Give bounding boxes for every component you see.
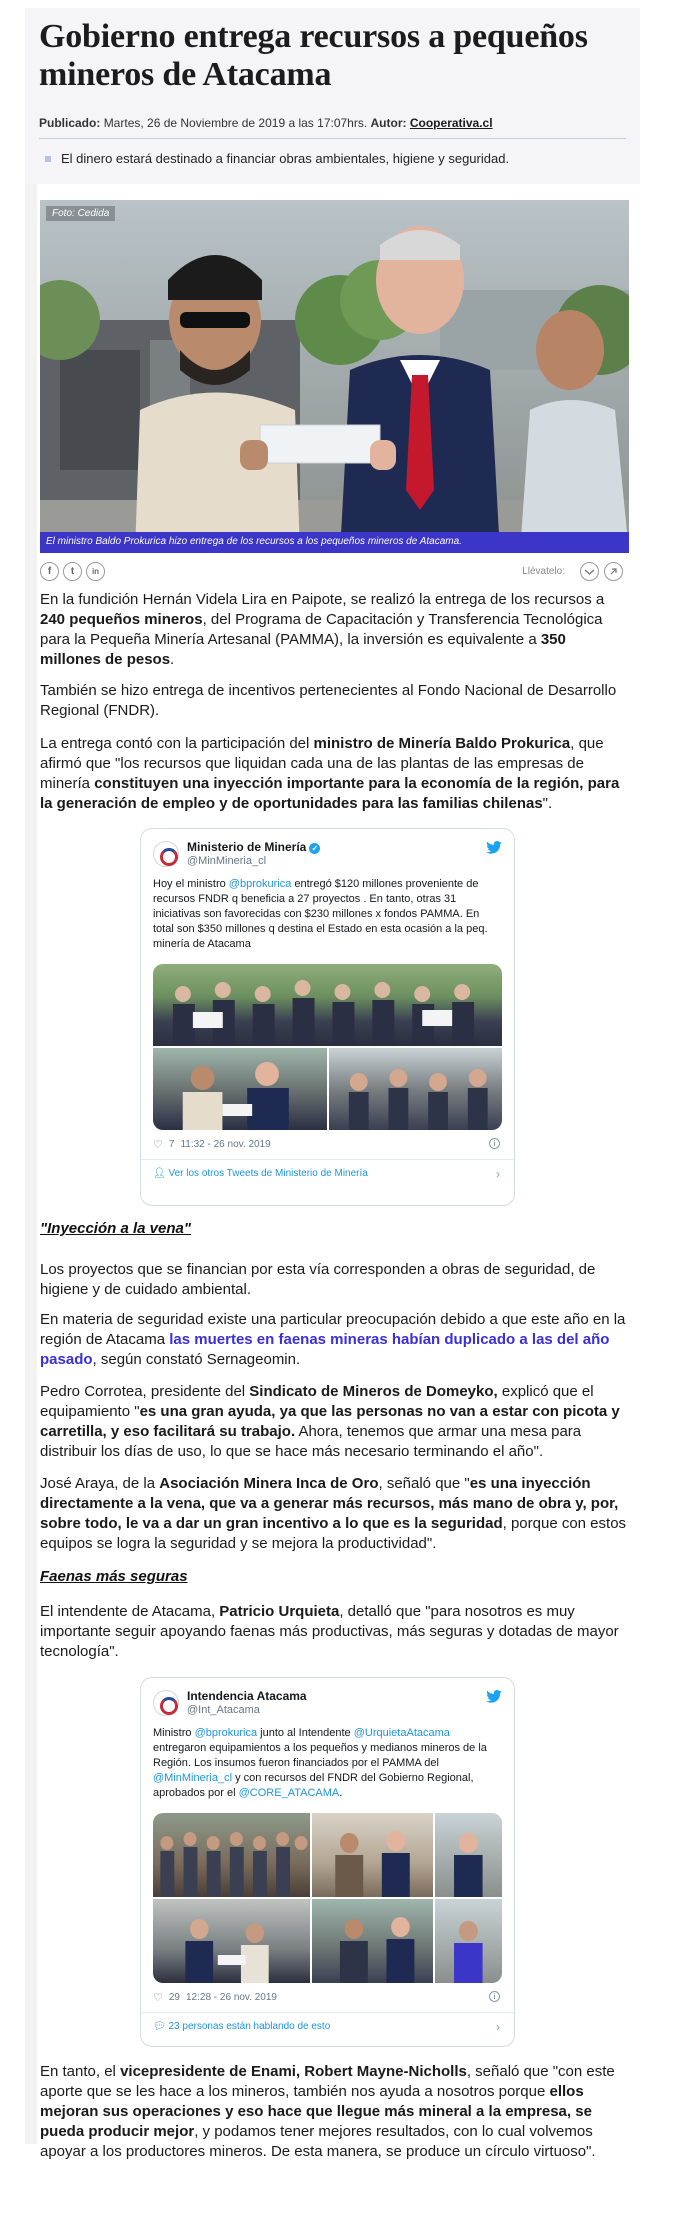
- tweet-mention-link[interactable]: @bprokurica: [194, 1727, 258, 1739]
- p7-bold-association: Asociación Minera Inca de Oro: [159, 1475, 379, 1492]
- tweet-photo-1[interactable]: [153, 964, 502, 1046]
- photo-credit: Foto: Cedida: [46, 206, 115, 221]
- info-icon[interactable]: i: [489, 1138, 500, 1149]
- tweet-author-handle[interactable]: @Int_Atacama: [187, 1704, 260, 1716]
- published-label: Publicado:: [39, 116, 101, 130]
- main-photo: [40, 200, 629, 553]
- verified-badge-icon: ✓: [309, 843, 320, 854]
- llevatelo-label: Llévatelo:: [522, 566, 565, 577]
- main-photo-illustration: [40, 200, 629, 553]
- author-link[interactable]: Cooperativa.cl: [409, 116, 493, 130]
- share-bar: [40, 562, 629, 584]
- embedded-tweet-1[interactable]: [140, 828, 515, 1206]
- p9-text-e: , y podamos tener mejores resultados, con lo cual volvemos apoyar a los productores mineros. De esta manera, se produce un círculo virtuoso".: [40, 2123, 596, 2160]
- tweet-photo-1[interactable]: [153, 1813, 310, 1897]
- tweet-media-grid[interactable]: [153, 964, 502, 1130]
- tweet-text: Hoy el ministro @bprokurica entregó $120 millones proveniente de recursos FNDR q beneficia a 27 proyectos . En tanto, otras 31 iniciativas son favorecidas con $230 millones x fondos PAMMA. En total son $350 millones q destina el Estado en esta ocasión a la peq. minería de Atacama: [153, 878, 488, 950]
- twitter-bird-icon[interactable]: [486, 841, 502, 854]
- facebook-share-icon[interactable]: f: [40, 562, 59, 581]
- p6-text-e: Ahora, tenemos que armar una mesa para distribuir los días de uso, lo que se hace más necesario terminando el año".: [40, 1423, 582, 1460]
- body-paragraph-6: [40, 1382, 630, 1462]
- tweet-photo-3[interactable]: [435, 1813, 502, 1897]
- tweet-more-text[interactable]: Ver los otros Tweets de Ministerio de Minería: [168, 1168, 368, 1179]
- p9-bold-quote: ellos mejoran sus operaciones y eso hace que llegue más mineral a la empresa, se pueda producir mejor: [40, 2083, 592, 2140]
- body-paragraph-2: También se hizo entrega de incentivos pertenecientes al Fondo Nacional de Desarrollo Regional (FNDR).: [40, 682, 617, 719]
- author-label: Autor:: [370, 116, 407, 130]
- tweet-photo-5[interactable]: [312, 1899, 433, 1983]
- tweet-mention-link[interactable]: @CORE_ATACAMA: [238, 1787, 340, 1799]
- p8-text-c: , detalló que "para nosotros es muy importante seguir apoyando faenas más productivas, más seguras y dotadas de mayor tecnología".: [40, 1603, 619, 1660]
- p8-text-a: El intendente de Atacama,: [40, 1603, 220, 1620]
- tweet-conversation-text[interactable]: 23 personas están hablando de esto: [168, 2021, 331, 2032]
- tweet-photo-3[interactable]: [329, 1048, 503, 1130]
- p5-text-c: , según constató Sernageomin.: [92, 1351, 301, 1368]
- tweet-mention-link[interactable]: @MinMineria_cl: [153, 1772, 233, 1784]
- body-paragraph-1: [40, 590, 630, 670]
- p1-bold-amount: 350 millones de pesos: [40, 631, 566, 668]
- chevron-right-icon: ›: [496, 1167, 500, 1181]
- p1-text-c: , del Programa de Capacitación y Transferencia Tecnológica para la Pequeña Minería Artesanal (PAMMA), la inversión es equivalente a: [40, 611, 603, 648]
- summary-bullet-icon: [45, 156, 51, 162]
- content-gutter: [25, 184, 37, 2144]
- p7-text-a: José Araya, de la: [40, 1475, 160, 1492]
- tweet-like-count[interactable]: 7: [168, 1139, 175, 1150]
- tweet-text: Ministro @bprokurica junto al Intendente @UrquietaAtacama entregaron equipamientos a los pequeños y medianos mineros de la Región. Los insumos fueron financiados por el PAMMA del @MinMineria_cl y con recursos del FNDR del Gobierno Regional, aprobados por el @CORE_ATACAMA.: [153, 1727, 487, 1799]
- tweet-author-handle[interactable]: @MinMineria_cl: [187, 855, 267, 867]
- article-header: [25, 8, 640, 184]
- tweet-mention-link[interactable]: @UrquietaAtacama: [353, 1727, 450, 1739]
- like-heart-icon[interactable]: ♡: [153, 1992, 163, 2004]
- p7-text-c: , señaló que ": [378, 1475, 470, 1492]
- tweet-photo-2[interactable]: [312, 1813, 433, 1897]
- article-headline: Gobierno entrega recursos a pequeños mineros de Atacama: [39, 18, 588, 93]
- tweet-mention-link[interactable]: @bprokurica: [228, 878, 292, 890]
- tweet-photo-4[interactable]: [153, 1899, 310, 1983]
- p3-text-c: , que afirmó que "los recursos que liquidan cada una de las plantas de las empresas de minería: [40, 735, 604, 792]
- photo-caption: El ministro Baldo Prokurica hizo entrega de los recursos a los pequeños mineros de Atacama.: [40, 532, 629, 553]
- p3-bold-minister: ministro de Minería Baldo Prokurica: [313, 735, 571, 752]
- info-icon[interactable]: i: [489, 1991, 500, 2002]
- p9-bold-vicepresident: vicepresidente de Enami, Robert Mayne-Nicholls: [120, 2063, 467, 2080]
- article-summary: [39, 151, 626, 166]
- tweet-more-link[interactable]: [141, 1160, 514, 1187]
- tweet-timestamp[interactable]: 11:32 - 26 nov. 2019: [180, 1139, 271, 1150]
- section-heading-2: Faenas más seguras: [40, 1568, 188, 1585]
- save-bookmark-icon[interactable]: [580, 562, 599, 581]
- tweet-like-count[interactable]: 29: [168, 1992, 180, 2003]
- p3-bold-quote: constituyen una inyección importante para la economía de la región, para la generación de empleo y de oportunidades para las familias chilenas: [40, 775, 620, 812]
- tweet-avatar[interactable]: [153, 1690, 179, 1716]
- body-paragraph-5: [40, 1310, 630, 1370]
- linkedin-share-icon[interactable]: in: [86, 562, 105, 581]
- tweet-photo-6[interactable]: [435, 1899, 502, 1983]
- article-meta: [39, 116, 626, 130]
- body-paragraph-9: [40, 2062, 630, 2162]
- tweet-footer: [141, 1130, 514, 1159]
- tweet-conversation-link[interactable]: [141, 2013, 514, 2040]
- body-paragraph-4: Los proyectos que se financian por esta vía corresponden a obras de seguridad, de higiene y de cuidado ambiental.: [40, 1261, 596, 1298]
- p9-text-a: En tanto, el: [40, 2063, 121, 2080]
- section-heading-1: "Inyección a la vena": [40, 1220, 191, 1237]
- twitter-bird-icon[interactable]: [486, 1690, 502, 1703]
- p5-text-a: En materia de seguridad existe una particular preocupación debido a que este año en la región de Atacama: [40, 1311, 626, 1348]
- summary-text: El dinero estará destinado a financiar obras ambientales, higiene y seguridad.: [61, 151, 510, 166]
- tweet-timestamp[interactable]: 12:28 - 26 nov. 2019: [186, 1992, 277, 2003]
- tweet-footer: [141, 1983, 514, 2012]
- tweet-author-name[interactable]: Intendencia Atacama: [187, 1689, 307, 1703]
- published-date: Martes, 26 de Noviembre de 2019 a las 17:07hrs.: [103, 116, 368, 130]
- body-paragraph-8: [40, 1602, 630, 1662]
- comment-bubble-icon: 💬︎: [153, 2021, 169, 2032]
- p5-link[interactable]: las muertes en faenas mineras habían duplicado a las del año pasado: [40, 1331, 610, 1368]
- p3-text-e: ".: [542, 795, 553, 812]
- p1-text-e: .: [170, 651, 175, 668]
- p1-text-a: En la fundición Hernán Videla Lira en Paipote, se realizó la entrega de los recursos a: [40, 591, 605, 608]
- p7-text-e: , porque con estos equipos se logra la seguridad y se mejora la productividad".: [40, 1515, 627, 1552]
- p7-bold-quote: es una inyección directamente a la vena, que va a generar más recursos, más mano de obra y, por, sobre todo, le va a dar un gran incentivo a lo que es la seguridad: [40, 1475, 619, 1532]
- tweet-author-name[interactable]: Ministerio de Minería ✓: [187, 840, 320, 854]
- copy-link-icon[interactable]: [604, 562, 623, 581]
- chevron-right-icon: ›: [496, 2020, 500, 2034]
- meta-divider: [39, 138, 626, 139]
- body-paragraph-7: [40, 1474, 630, 1554]
- person-icon: 👤︎: [153, 1168, 169, 1179]
- p6-bold-union: Sindicato de Mineros de Domeyko,: [249, 1383, 498, 1400]
- twitter-share-icon[interactable]: t: [63, 562, 82, 581]
- p3-text-a: La entrega contó con la participación del: [40, 735, 314, 752]
- p6-bold-quote: es una gran ayuda, ya que las personas no van a estar con picota y carretilla, y eso facilitará su trabajo.: [40, 1403, 620, 1440]
- p6-text-c: explicó que el equipamiento ": [40, 1383, 594, 1420]
- p6-text-a: Pedro Corrotea, presidente del: [40, 1383, 250, 1400]
- tweet-media-grid[interactable]: [153, 1813, 502, 1983]
- p8-bold-intendente: Patricio Urquieta: [219, 1603, 340, 1620]
- embedded-tweet-2[interactable]: [140, 1677, 515, 2047]
- like-heart-icon[interactable]: ♡: [153, 1139, 163, 1151]
- tweet-photo-2[interactable]: [153, 1048, 327, 1130]
- body-paragraph-3: [40, 734, 630, 814]
- p9-text-c: , señaló que "con este aporte que se les hace a los mineros, también nos ayuda a nosotros porque: [40, 2063, 615, 2100]
- p1-bold-miners: 240 pequeños mineros: [40, 611, 203, 628]
- tweet-avatar[interactable]: [153, 841, 179, 867]
